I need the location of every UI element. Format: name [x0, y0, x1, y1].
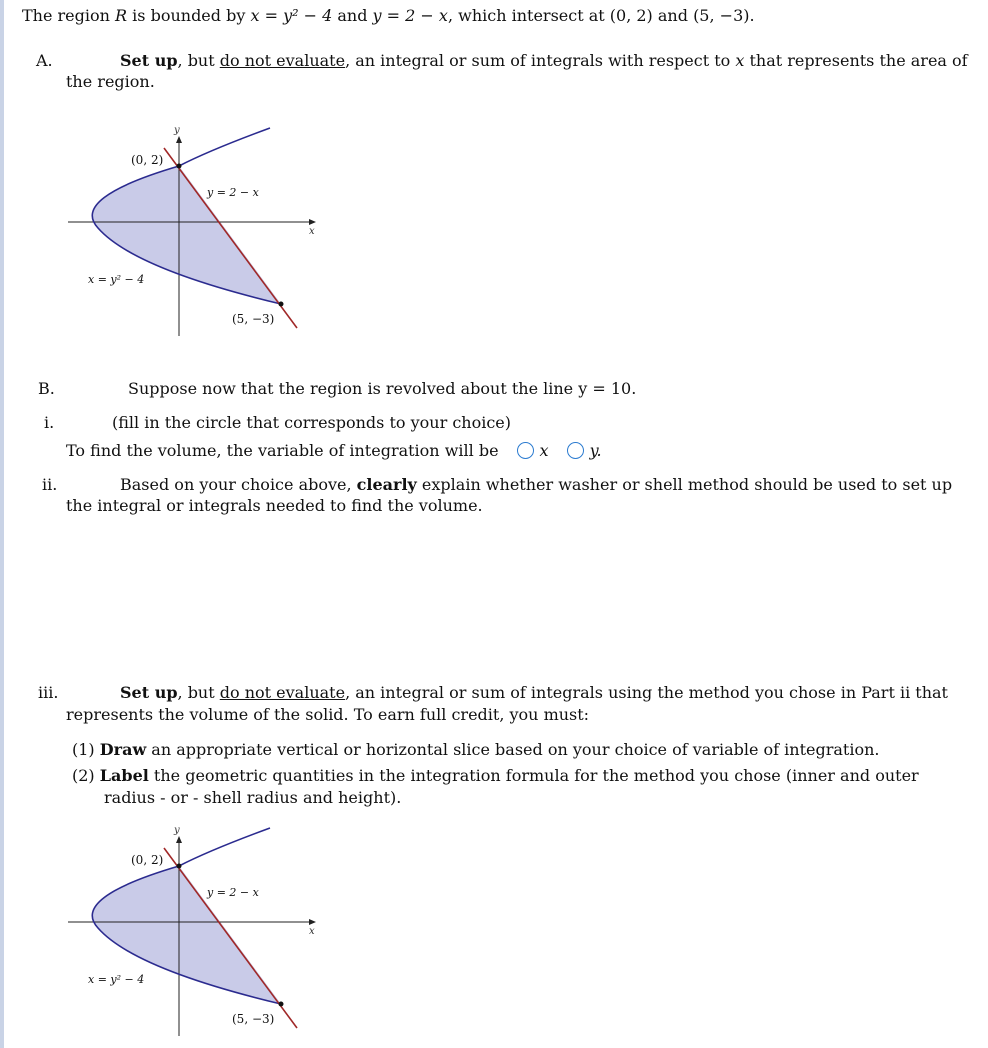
- requirement-1-bold: Draw: [99, 740, 147, 759]
- requirement-2-line2: radius - or - shell radius and height).: [104, 788, 402, 807]
- requirement-2: [72, 766, 919, 785]
- variable-choice-row: [66, 441, 602, 460]
- line-label: y = 2 − x: [207, 186, 259, 199]
- bottom-point-label: (5, −3): [232, 1012, 275, 1026]
- requirement-2-bold: Label: [99, 766, 149, 785]
- bottom-point-label: (5, −3): [232, 312, 275, 326]
- page-edge: [0, 0, 4, 1048]
- problem-statement: [22, 6, 755, 25]
- part-a-variable: x: [735, 51, 745, 70]
- part-ii-text: explain whether washer or shell method should be used to set up: [416, 475, 953, 494]
- part-i-marker: i.: [44, 413, 55, 432]
- variable-choice-text: To find the volume, the variable of integration will be: [66, 441, 499, 460]
- radio-x[interactable]: [517, 442, 534, 459]
- parabola-upper-extension: [179, 828, 270, 866]
- part-iii-prompt: [120, 683, 948, 702]
- region-graph-2: [60, 818, 330, 1044]
- intersection-point-1: (0, 2): [609, 6, 653, 25]
- requirement-1: [72, 740, 880, 759]
- curve-label: x = y² − 4: [88, 273, 145, 286]
- part-a-text: , an integral or sum of integrals with respect to: [345, 51, 736, 70]
- top-point-label: (0, 2): [131, 853, 164, 867]
- region-variable: R: [115, 6, 128, 25]
- part-ii-prompt: [120, 475, 952, 494]
- point-0-2-marker: [177, 164, 182, 169]
- x-axis-arrow: [309, 919, 316, 925]
- part-b-marker: B.: [38, 379, 55, 398]
- part-a-marker: A.: [36, 51, 53, 70]
- part-iii-prompt-line2: represents the volume of the solid. To earn full credit, you must:: [66, 705, 590, 724]
- intro-text: , which intersect at: [447, 6, 610, 25]
- line-equation: y = 2 − x: [372, 6, 448, 25]
- requirement-2-text: the geometric quantities in the integration formula for the method you chose (inner and outer: [148, 766, 919, 785]
- y-axis-arrow: [176, 136, 182, 143]
- intro-text: is bounded by: [127, 6, 251, 25]
- part-iii-text: , but: [177, 683, 220, 702]
- part-iii-do-not-evaluate: do not evaluate: [219, 683, 346, 702]
- region-graph-1: [60, 118, 330, 344]
- part-ii-text: Based on your choice above,: [120, 475, 357, 494]
- part-a-text: that represents the area of: [744, 51, 968, 70]
- part-ii-clearly-bold: clearly: [356, 475, 417, 494]
- y-axis-arrow: [176, 836, 182, 843]
- point-5-neg3-marker: [279, 302, 284, 307]
- curve-equation: x = y² − 4: [250, 6, 333, 25]
- top-point-label: (0, 2): [131, 153, 164, 167]
- radio-y[interactable]: [567, 442, 584, 459]
- x-axis-label: x: [309, 926, 315, 937]
- part-iii-marker: iii.: [38, 683, 59, 702]
- part-a-do-not-evaluate: do not evaluate: [219, 51, 346, 70]
- x-axis-label: x: [309, 226, 315, 237]
- part-iii-setup-bold: Set up: [120, 683, 178, 702]
- requirement-1-number: (1): [72, 740, 95, 759]
- radio-x-label: x: [539, 441, 549, 460]
- part-b-prompt: Suppose now that the region is revolved about the line y = 10.: [128, 379, 637, 398]
- point-5-neg3-marker: [279, 1002, 284, 1007]
- intro-text: and: [332, 6, 373, 25]
- y-axis-label: y: [174, 125, 180, 136]
- point-0-2-marker: [177, 864, 182, 869]
- x-axis-arrow: [309, 219, 316, 225]
- part-a-prompt-line2: the region.: [66, 72, 155, 91]
- part-a-text: , but: [177, 51, 220, 70]
- requirement-1-text: an appropriate vertical or horizontal slice based on your choice of variable of integration.: [146, 740, 880, 759]
- part-a-setup-bold: Set up: [120, 51, 178, 70]
- y-axis-label: y: [174, 825, 180, 836]
- radio-y-label: y.: [589, 441, 602, 460]
- part-ii-prompt-line2: the integral or integrals needed to find the volume.: [66, 496, 483, 515]
- part-ii-marker: ii.: [42, 475, 58, 494]
- part-a-prompt: [120, 51, 968, 70]
- requirement-2-number: (2): [72, 766, 95, 785]
- intro-text: .: [749, 6, 755, 25]
- part-iii-text: , an integral or sum of integrals using the method you chose in Part ii that: [345, 683, 948, 702]
- part-i-instruction: (fill in the circle that corresponds to your choice): [112, 413, 512, 432]
- intro-text: The region: [22, 6, 116, 25]
- intro-text: and: [652, 6, 694, 25]
- curve-label: x = y² − 4: [88, 973, 145, 986]
- intersection-point-2: (5, −3): [693, 6, 750, 25]
- line-label: y = 2 − x: [207, 886, 259, 899]
- parabola-upper-extension: [179, 128, 270, 166]
